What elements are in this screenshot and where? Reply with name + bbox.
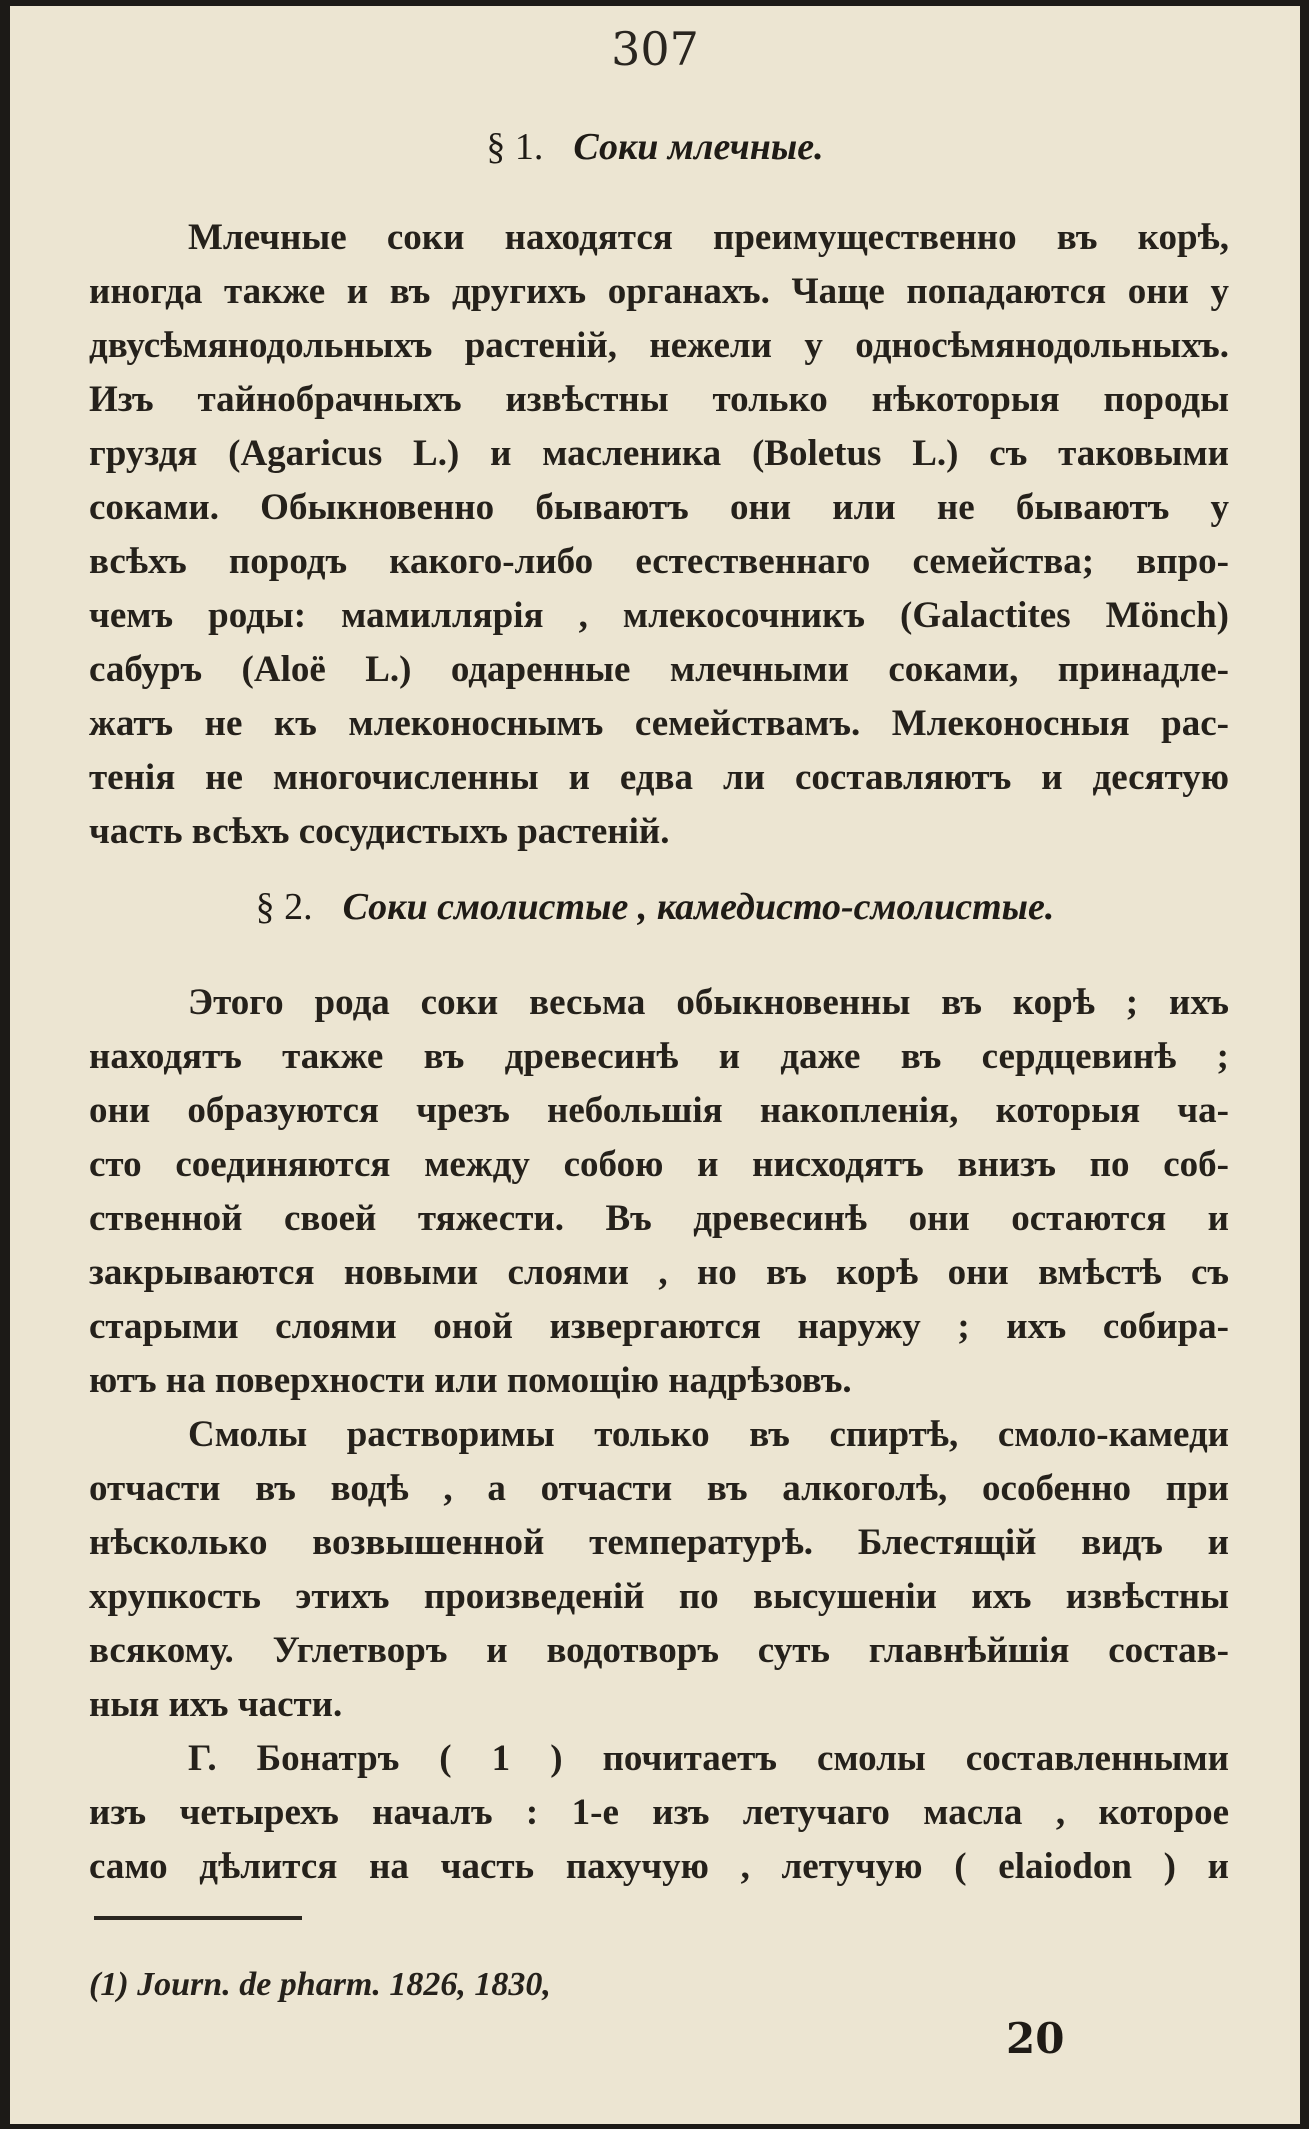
section-1-heading (10, 128, 1300, 166)
text-line: ныя ихъ части. (89, 1684, 343, 1725)
text-line: Этого рода соки весьма обыкновенны въ корѣ ; ихъ (188, 982, 1229, 1023)
text-line: Смолы растворимы только въ спиртѣ, смоло-камеди (188, 1414, 1229, 1455)
text-line: чемъ роды: мамиллярія , млекосочникъ (Galactites Mönch) (89, 595, 1229, 636)
text-line: груздя (Agaricus L.) и масленика (Boletus L.) съ таковыми (89, 433, 1229, 474)
text-line: само дѣлится на часть пахучую , летучую ( elaiodon ) и (89, 1846, 1229, 1887)
signature-mark: 20 (1006, 2014, 1065, 2063)
text-line: сто соединяются между собою и нисходятъ внизъ по соб- (89, 1144, 1229, 1185)
footnote-divider (94, 1916, 302, 1920)
text-line: сабуръ (Aloë L.) одаренные млечными соками, принадле- (89, 649, 1229, 690)
text-line: старыми слоями оной извергаются наружу ; ихъ собира- (89, 1306, 1229, 1347)
section-2-symbol: § 2. (255, 886, 313, 928)
text-line: Г. Бонатръ ( 1 ) почитаетъ смолы составленными (188, 1738, 1229, 1779)
section-2-heading (10, 888, 1300, 926)
book-page (10, 6, 1300, 2124)
text-line: всѣхъ породъ какого-либо естественнаго семейства; впро- (89, 541, 1229, 582)
text-line: соками. Обыкновенно бываютъ они или не бываютъ у (89, 487, 1229, 528)
text-line: Изъ тайнобрачныхъ извѣстны только нѣкоторыя породы (89, 379, 1229, 420)
text-line: находятъ также въ древесинѣ и даже въ сердцевинѣ ; (89, 1036, 1229, 1077)
page-number: 307 (611, 22, 699, 76)
text-line: отчасти въ водѣ , а отчасти въ алкоголѣ, особенно при (89, 1468, 1229, 1509)
text-line: тенія не многочисленны и едва ли составляютъ и десятую (89, 757, 1229, 798)
text-line: иногда также и въ другихъ органахъ. Чаще попадаются они у (89, 271, 1229, 312)
text-line: часть всѣхъ сосудистыхъ растеній. (89, 811, 670, 852)
text-line: хрупкость этихъ произведеній по высушеніи ихъ извѣстны (89, 1576, 1229, 1617)
text-line: нѣсколько возвышенной температурѣ. Блестящій видъ и (89, 1522, 1229, 1563)
text-line: всякому. Углетворъ и водотворъ суть главнѣйшія состав- (89, 1630, 1229, 1671)
text-line: ютъ на поверхности или помощію надрѣзовъ. (89, 1360, 852, 1401)
text-line: ственной своей тяжести. Въ древесинѣ они остаются и (89, 1198, 1229, 1239)
section-1-title: Соки млечные. (573, 126, 824, 168)
text-line: Млечные соки находятся преимущественно въ корѣ, (188, 217, 1229, 258)
text-line: жатъ не къ млеконоснымъ семействамъ. Млеконосныя рас- (89, 703, 1229, 744)
text-line: изъ четырехъ началъ : 1-е изъ летучаго масла , которое (89, 1792, 1229, 1833)
text-line: двусѣмянодольныхъ растеній, нежели у односѣмянодольныхъ. (89, 325, 1229, 366)
footnote: (1) Journ. de pharm. 1826, 1830, (89, 1966, 551, 2003)
text-line: они образуются чрезъ небольшія накопленія, которыя ча- (89, 1090, 1229, 1131)
section-2-title: Соки смолистые , камедисто-смолистые. (342, 886, 1055, 928)
section-1-symbol: § 1. (486, 126, 544, 168)
text-line: закрываются новыми слоями , но въ корѣ они вмѣстѣ съ (89, 1252, 1229, 1293)
